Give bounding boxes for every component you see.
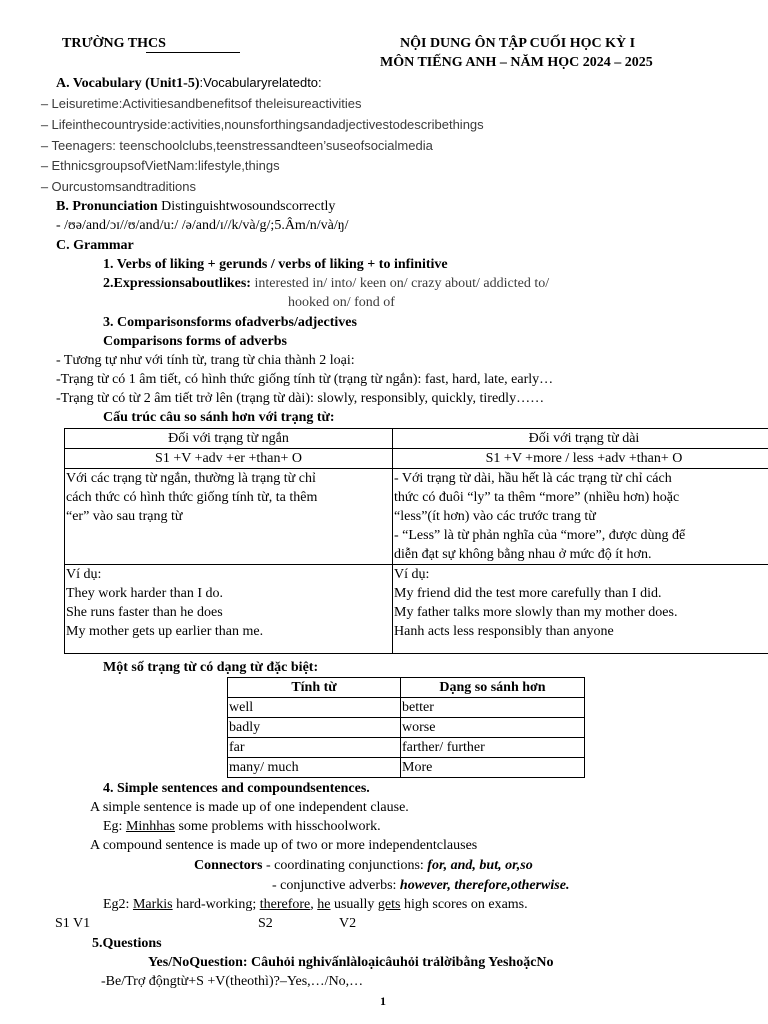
school-name-underline	[146, 52, 240, 53]
example-short: Ví dụ: They work harder than I do. She runs faster than he does My mother gets up earlier than me.	[65, 565, 393, 654]
page-number: 1	[380, 994, 386, 1008]
label-s1v1: S1 V1	[55, 916, 91, 931]
school-name: TRƯỜNG THCS	[62, 36, 166, 51]
special-forms-table	[227, 677, 585, 778]
table-row: badly worse	[228, 718, 585, 738]
special-heading: Một số trạng từ có dạng từ đặc biệt:	[103, 660, 319, 675]
example-1: Eg: Minhhas some problems with hisschoolwork.	[103, 819, 381, 834]
grammar-note: -Trạng từ có từ 2 âm tiết trở lên (trạng từ dài): slowly, responsibly, quickly, tiredly……	[56, 391, 545, 406]
grammar-item-3: 3. Comparisonsforms ofadverbs/adjectives	[103, 315, 357, 330]
formula-short: S1 +V +adv +er +than+ O	[65, 449, 393, 469]
pron-heading: B. Pronunciation Distinguishtwosoundscorrectly	[56, 199, 336, 214]
label-v2: V2	[339, 916, 357, 931]
table-head-long: Đối với trạng từ dài	[393, 429, 768, 449]
vocab-item: – Teenagers: teenschoolclubs,teenstressandteen’suseofsocialmedia	[41, 138, 433, 154]
example-long: Ví dụ: My friend did the test more carefully than I did. My father talks more slowly than my mother does. Hanh acts less responsibly than anyone	[393, 565, 768, 654]
vocab-heading: A. Vocabulary (Unit1-5):Vocabularyrelatedto:	[56, 75, 322, 91]
special-head-comp: Dạng so sánh hơn	[401, 678, 585, 698]
sentences-heading: 4. Simple sentences and compoundsentences.	[103, 781, 370, 796]
desc-long: - Với trạng từ dài, hầu hết là các trạng từ chỉ cách thức có đuôi “ly” ta thêm “more” (nhiều hơn) hoặc “less”(ít hơn) vào các trước trang từ - “Less” là từ phản nghĩa của “more”, được dùng để diễn đạt sự không bằng nhau ở mức độ ít hơn.	[393, 469, 768, 565]
grammar-item-3-sub: Comparisons forms of adverbs	[103, 334, 287, 349]
vocab-item: – Ourcustomsandtraditions	[41, 179, 197, 195]
table-head-short: Đối với trạng từ ngắn	[65, 429, 393, 449]
grammar-heading: C. Grammar	[56, 238, 134, 253]
example-2: Eg2: Markis hard-working; therefore, he usually gets high scores on exams.	[103, 897, 528, 912]
vocab-item: – Lifeinthecountryside:activities,nounsforthingsandadjectivestodescribethings	[41, 117, 484, 133]
vocab-item: – Leisuretime:Activitiesandbenefitsof theleisureactivities	[41, 96, 362, 112]
doc-title-line2: MÔN TIẾNG ANH – NĂM HỌC 2024 – 2025	[380, 55, 653, 70]
comparison-table	[64, 428, 768, 654]
pron-line: - /ʊə/and/ɔɪ//ʊ/and/u:/ /ə/and/ɪ//k/và/g/;5.Âm/n/và/ŋ/	[56, 218, 349, 233]
table-row: well better	[228, 698, 585, 718]
conjunctive-adverbs-line: - conjunctive adverbs: however, therefore,otherwise.	[272, 878, 570, 893]
grammar-item-2-cont: hooked on/ fond of	[288, 295, 395, 310]
structure-heading: Cấu trúc câu so sánh hơn với trạng từ:	[103, 410, 335, 425]
table-row: many/ much More	[228, 758, 585, 778]
grammar-item-1: 1. Verbs of liking + gerunds / verbs of liking + to infinitive	[103, 257, 448, 272]
grammar-note: -Trạng từ có 1 âm tiết, có hình thức giống tính từ (trạng từ ngắn): fast, hard, late, early…	[56, 372, 554, 387]
connectors-line: Connectors - coordinating conjunctions: for, and, but, or,so	[194, 858, 533, 873]
grammar-item-2: 2.Expressionsaboutlikes: interested in/ into/ keen on/ crazy about/ addicted to/	[103, 276, 550, 291]
label-s2: S2	[258, 916, 273, 931]
desc-short: Với các trạng từ ngắn, thường là trạng từ chỉ cách thức có hình thức giống tính từ, ta thêm “er” vào sau trạng từ	[65, 469, 393, 565]
compound-sentence-def: A compound sentence is made up of two or more independentclauses	[90, 838, 478, 853]
table-row: far farther/ further	[228, 738, 585, 758]
doc-title-line1: NỘI DUNG ÔN TẬP CUỐI HỌC KỲ I	[400, 36, 636, 51]
formula-long: S1 +V +more / less +adv +than+ O	[393, 449, 768, 469]
grammar-note: - Tương tự như với tính từ, trang từ chia thành 2 loại:	[56, 353, 355, 368]
question-formula: -Be/Trợ độngtừ+S +V(theothì)?–Yes,…/No,…	[101, 974, 364, 989]
yes-no-question: Yes/NoQuestion: Câuhỏi nghivấnlàloạicâuhỏi trảlờibằng YeshoặcNo	[148, 955, 554, 970]
questions-heading: 5.Questions	[92, 936, 162, 951]
vocab-item: – EthnicsgroupsofVietNam:lifestyle,things	[41, 158, 280, 174]
simple-sentence-def: A simple sentence is made up of one independent clause.	[90, 800, 409, 815]
special-head-adj: Tính từ	[228, 678, 401, 698]
